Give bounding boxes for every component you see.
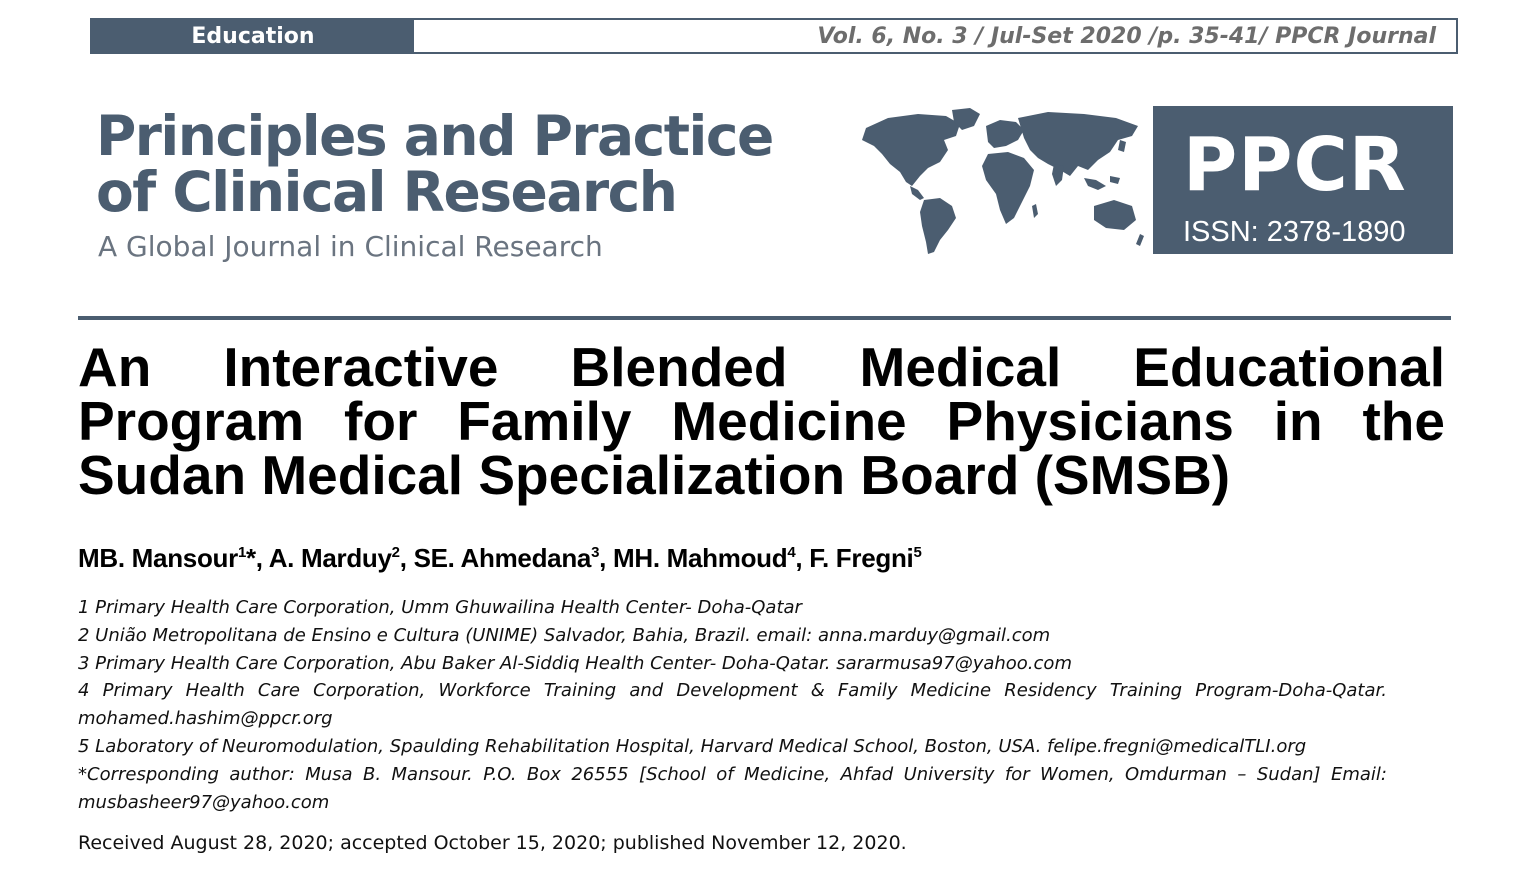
author-list (78, 543, 922, 574)
affiliation-item: 5 Laboratory of Neuromodulation, Spaulding Rehabilitation Hospital, Harvard Medical School, Boston, USA. felipe.fregni@medicalTLI.org (78, 735, 1307, 757)
affiliation-item: 3 Primary Health Care Corporation, Abu Baker Al-Siddiq Health Center- Doha-Qatar. sararmusa97@yahoo.com (78, 652, 1072, 674)
world-map-icon (848, 106, 1146, 258)
journal-title (96, 104, 773, 224)
journal-title-line1: Principles and Practice (96, 104, 773, 168)
affiliation-item: 1 Primary Health Care Corporation, Umm Ghuwailina Health Center- Doha-Qatar (78, 597, 802, 618)
journal-subtitle: A Global Journal in Clinical Research (98, 230, 603, 263)
affiliation-item: 4 Primary Health Care Corporation, Workforce Training and Development & Family Medicine Residency Training Program-Doha-Qatar. mohamed.hashim@ppcr.org (78, 680, 1387, 730)
section-label: Education (92, 20, 414, 52)
corresponding-author: *Corresponding author: Musa B. Mansour. P.O. Box 26555 [School of Medicine, Ahfad University for Women, Omdurman – Sudan] Email: musbasheer97@yahoo.com (78, 763, 1387, 813)
author: MB. Mansour$^1$*, (78, 543, 269, 573)
header-band (90, 18, 1458, 54)
author: SE. Ahmedana$^3$, (413, 543, 613, 573)
journal-abbreviation: PPCR (1183, 122, 1407, 208)
author: F. Fregni$^5$ (809, 543, 922, 573)
journal-title-line2: of Clinical Research (96, 160, 677, 224)
publication-dates: Received August 28, 2020; accepted October 15, 2020; published November 12, 2020. (78, 832, 907, 854)
author: MH. Mahmoud$^4$, (612, 543, 810, 573)
issn-label: ISSN: 2378-1890 (1183, 216, 1406, 248)
author: A. Marduy$^2$, (268, 543, 414, 573)
volume-info: Vol. 6, No. 3 / Jul-Set 2020 /p. 35-41/ PPCR Journal (817, 23, 1436, 49)
header-divider (78, 316, 1451, 320)
journal-logo-box (1153, 106, 1453, 254)
affiliation-list (78, 594, 1387, 816)
article-title: An Interactive Blended Medical Educational Program for Family Medicine Physicians in the Sudan Medical Specialization Board (SMSB) (78, 336, 1445, 506)
affiliation-item: 2 União Metropolitana de Ensino e Cultura (UNIME) Salvador, Bahia, Brazil. email: anna.marduy@gmail.com (78, 624, 1051, 646)
